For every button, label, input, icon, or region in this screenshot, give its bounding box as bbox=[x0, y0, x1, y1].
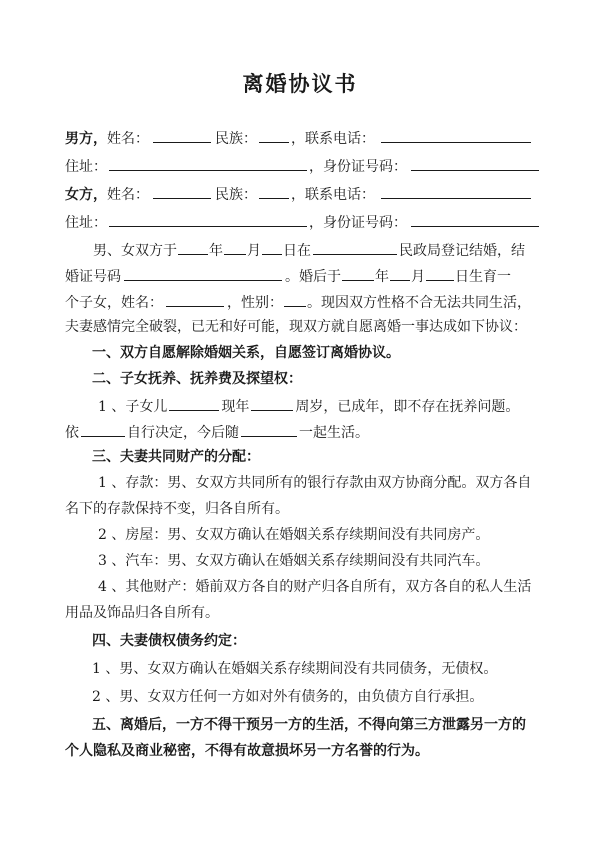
woman-ethnicity-field[interactable] bbox=[259, 183, 289, 199]
woman-address-line bbox=[65, 211, 539, 233]
man-label: 男方 bbox=[65, 131, 93, 147]
month-label: 月 bbox=[247, 243, 261, 259]
intro-line-1 bbox=[93, 239, 525, 261]
woman-id-label: ，身份证号码： bbox=[309, 215, 407, 231]
child-name-field[interactable] bbox=[166, 291, 224, 307]
savings-clause-line-2: 名下的存款保持不变，归各自所有。 bbox=[65, 501, 289, 517]
man-id-label: ，身份证号码： bbox=[309, 159, 407, 175]
man-id-field[interactable] bbox=[411, 155, 539, 171]
birth-month-field[interactable] bbox=[390, 265, 410, 281]
intro-text: 民政局登记结婚，结 bbox=[399, 243, 525, 259]
section-5-line-1: 五、离婚后，一方不得干预另一方的生活，不得向第三方泄露另一方的 bbox=[92, 717, 526, 733]
debt-clause-2: 2 、男、女双方任何一方如对外有债务的，由负债方自行承担。 bbox=[92, 689, 484, 705]
woman-label-comma: ， bbox=[93, 187, 107, 203]
section-2-heading: 二、子女抚养、抚养费及探望权： bbox=[92, 371, 302, 387]
man-label-comma: ， bbox=[93, 131, 107, 147]
woman-id-field[interactable] bbox=[411, 211, 539, 227]
child-living-line bbox=[65, 421, 369, 443]
child-field[interactable] bbox=[169, 395, 219, 411]
year-label: 年 bbox=[209, 243, 223, 259]
intro-line-2 bbox=[65, 265, 511, 287]
birth-year-field[interactable] bbox=[342, 265, 374, 281]
man-address-line bbox=[65, 155, 539, 177]
section-4-heading: 四、夫妻债权债务约定： bbox=[92, 633, 246, 649]
child-gender-field[interactable] bbox=[284, 291, 306, 307]
other-property-clause-line-1: 4 、其他财产：婚前双方各自的财产归各自所有，双方各自的私人生活 bbox=[98, 579, 532, 595]
child-age-field[interactable] bbox=[251, 395, 293, 411]
section-3-heading: 三、夫妻共同财产的分配： bbox=[92, 449, 260, 465]
intro-text: 日在 bbox=[283, 243, 311, 259]
intro-text: 男、女双方于 bbox=[93, 243, 177, 259]
savings-clause-line-1: 1 、存款：男、女双方共同所有的银行存款由双方协商分配。双方各自 bbox=[98, 475, 532, 491]
clause-text: 自行决定，今后随 bbox=[127, 425, 239, 441]
clause-text: 周岁，已成年，即不存在抚养问题。 bbox=[295, 399, 520, 415]
marriage-cert-field[interactable] bbox=[124, 265, 282, 281]
live-with-field[interactable] bbox=[241, 421, 297, 437]
decide-by-field[interactable] bbox=[81, 421, 125, 437]
man-name-field[interactable] bbox=[153, 127, 211, 143]
clause-text: 1 、子女儿 bbox=[98, 399, 168, 415]
intro-line-4: 夫妻感情完全破裂，已无和好可能，现双方就自愿离婚一事达成如下协议： bbox=[65, 319, 527, 335]
section-1-heading: 一、双方自愿解除婚姻关系，自愿签订离婚协议。 bbox=[92, 345, 400, 361]
man-phone-label: ，联系电话： bbox=[291, 131, 375, 147]
intro-text: 。婚后于 bbox=[285, 269, 341, 285]
woman-address-field[interactable] bbox=[109, 211, 307, 227]
section-5-line-2: 个人隐私及商业秘密，不得有故意损坏另一方名誉的行为。 bbox=[65, 743, 429, 759]
other-property-clause-line-2: 用品及饰品归各自所有。 bbox=[65, 605, 219, 621]
man-ethnicity-field[interactable] bbox=[259, 127, 289, 143]
intro-text: 。现因双方性格不合无法共同生活， bbox=[307, 295, 531, 311]
intro-text: 婚证号码 bbox=[65, 269, 121, 285]
woman-info-line bbox=[65, 183, 531, 205]
clause-text: 一起生活。 bbox=[299, 425, 369, 441]
man-name-label: 姓名： bbox=[107, 131, 149, 147]
year-label: 年 bbox=[375, 269, 389, 285]
marriage-day-field[interactable] bbox=[262, 239, 282, 255]
document-title: 离婚协议书 bbox=[242, 72, 358, 96]
intro-line-3 bbox=[65, 291, 531, 313]
clause-text: 现年 bbox=[221, 399, 250, 415]
woman-ethnicity-label: 民族： bbox=[215, 187, 257, 203]
man-address-label: 住址： bbox=[65, 159, 107, 175]
child-age-line bbox=[98, 395, 519, 417]
marriage-month-field[interactable] bbox=[224, 239, 246, 255]
debt-clause-1: 1 、男、女双方确认在婚姻关系存续期间没有共同债务，无债权。 bbox=[92, 661, 498, 677]
marriage-year-field[interactable] bbox=[178, 239, 208, 255]
man-ethnicity-label: 民族： bbox=[215, 131, 257, 147]
intro-text: ，性别： bbox=[227, 295, 283, 311]
woman-name-label: 姓名： bbox=[107, 187, 149, 203]
car-clause: 3 、汽车：男、女双方确认在婚姻关系存续期间没有共同汽车。 bbox=[98, 553, 490, 569]
intro-text: 个子女，姓名： bbox=[65, 295, 163, 311]
woman-name-field[interactable] bbox=[153, 183, 211, 199]
birth-day-field[interactable] bbox=[426, 265, 454, 281]
clause-text: 依 bbox=[65, 425, 79, 441]
woman-label: 女方 bbox=[65, 187, 93, 203]
man-address-field[interactable] bbox=[109, 155, 307, 171]
man-phone-field[interactable] bbox=[381, 127, 531, 143]
man-info-line bbox=[65, 127, 531, 149]
woman-phone-label: ，联系电话： bbox=[291, 187, 375, 203]
month-label: 月 bbox=[411, 269, 425, 285]
intro-text: 日生育一 bbox=[455, 269, 511, 285]
civil-bureau-field[interactable] bbox=[313, 239, 397, 255]
house-clause: 2 、房屋：男、女双方确认在婚姻关系存续期间没有共同房产。 bbox=[98, 527, 490, 543]
woman-address-label: 住址： bbox=[65, 215, 107, 231]
woman-phone-field[interactable] bbox=[381, 183, 531, 199]
